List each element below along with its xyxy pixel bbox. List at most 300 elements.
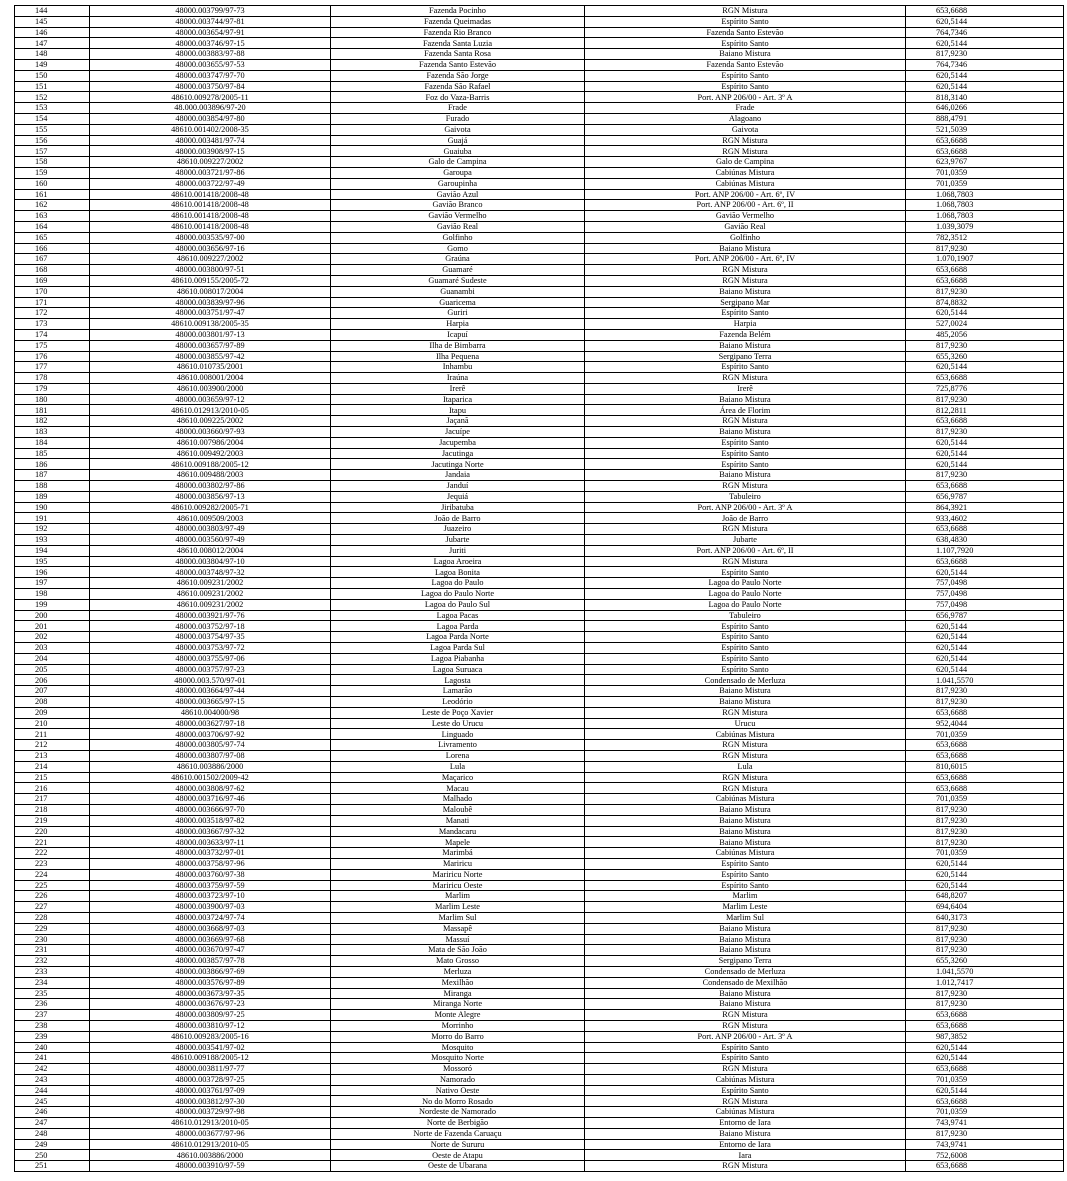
field-name: Nordeste de Namorado [331,1107,585,1118]
table-row [15,383,1064,394]
price-value: 527,0024 [906,319,1064,330]
price-value: 757,0498 [906,578,1064,589]
price-value: 653,6688 [906,783,1064,794]
reference-oil: Gaivota [585,124,906,135]
field-name: Foz do Vaza-Barris [331,92,585,103]
price-value: 874,8832 [906,297,1064,308]
process-number: 48610.009488/2003 [90,470,331,481]
reference-oil: RGN Mistura [585,373,906,384]
table-row [15,761,1064,772]
process-number: 48610.003886/2000 [90,761,331,772]
reference-oil: Tabuleiro [585,610,906,621]
process-number: 48610.009188/2005-12 [90,459,331,470]
table-row [15,146,1064,157]
price-value: 620,5144 [906,1085,1064,1096]
reference-oil: Espírito Santo [585,1042,906,1053]
table-row [15,1118,1064,1129]
table-row [15,632,1064,643]
process-number: 48610.009509/2003 [90,513,331,524]
reference-oil: Irerê [585,383,906,394]
table-row [15,643,1064,654]
row-number: 172 [15,308,90,319]
row-number: 220 [15,826,90,837]
table-row [15,491,1064,502]
field-name: Lorena [331,750,585,761]
process-number: 48000.003723/97-10 [90,891,331,902]
reference-oil: Baiano Mistura [585,999,906,1010]
field-name: Graúna [331,254,585,265]
table-row [15,1139,1064,1150]
price-value: 701,0359 [906,1107,1064,1118]
table-row [15,729,1064,740]
table-row [15,556,1064,567]
reference-oil: Baiano Mistura [585,945,906,956]
field-name: Mata de São João [331,945,585,956]
row-number: 191 [15,513,90,524]
price-value: 620,5144 [906,308,1064,319]
process-number: 48000.003729/97-98 [90,1107,331,1118]
row-number: 170 [15,286,90,297]
table-row [15,113,1064,124]
table-row [15,6,1064,17]
reference-oil: Espírito Santo [585,567,906,578]
reference-oil: Espírito Santo [585,664,906,675]
reference-oil: Espírito Santo [585,70,906,81]
table-row [15,804,1064,815]
row-number: 202 [15,632,90,643]
price-value: 817,9230 [906,999,1064,1010]
field-name: Miranga Norte [331,999,585,1010]
table-row [15,1010,1064,1021]
field-name: Jubarte [331,535,585,546]
table-row [15,167,1064,178]
field-name: Irerê [331,383,585,394]
price-value: 952,4044 [906,718,1064,729]
row-number: 243 [15,1074,90,1085]
row-number: 210 [15,718,90,729]
reference-oil: Gavião Real [585,221,906,232]
row-number: 179 [15,383,90,394]
price-value: 620,5144 [906,621,1064,632]
row-number: 182 [15,416,90,427]
reference-oil: Fazenda Belém [585,329,906,340]
table-row [15,858,1064,869]
field-name: Garoupinha [331,178,585,189]
table-row [15,157,1064,168]
reference-oil: Frade [585,103,906,114]
row-number: 188 [15,481,90,492]
reference-oil: Sergipano Mar [585,297,906,308]
row-number: 152 [15,92,90,103]
field-name: Lula [331,761,585,772]
reference-oil: Marlim Sul [585,912,906,923]
process-number: 48610.010735/2001 [90,362,331,373]
price-value: 655,3260 [906,956,1064,967]
field-name: Guanambi [331,286,585,297]
row-number: 205 [15,664,90,675]
reference-oil: Baiano Mistura [585,934,906,945]
process-number: 48000.003810/97-12 [90,1020,331,1031]
process-number: 48000.003855/97-42 [90,351,331,362]
price-value: 701,0359 [906,167,1064,178]
process-number: 48610.009492/2003 [90,448,331,459]
row-number: 176 [15,351,90,362]
table-row [15,459,1064,470]
row-number: 249 [15,1139,90,1150]
process-number: 48610.009225/2002 [90,416,331,427]
table-row [15,578,1064,589]
process-number: 48000.003805/97-74 [90,740,331,751]
process-number: 48000.003665/97-15 [90,697,331,708]
price-value: 701,0359 [906,848,1064,859]
row-number: 173 [15,319,90,330]
price-value: 620,5144 [906,70,1064,81]
process-number: 48000.003747/97-70 [90,70,331,81]
price-value: 1.012,7417 [906,977,1064,988]
field-name: Jiribatuba [331,502,585,513]
process-number: 48000.003657/97-89 [90,340,331,351]
row-number: 154 [15,113,90,124]
price-value: 818,3140 [906,92,1064,103]
field-name: Lagoa Parda [331,621,585,632]
process-number: 48000.003753/97-72 [90,643,331,654]
process-number: 48000.003541/97-02 [90,1042,331,1053]
field-name: Harpia [331,319,585,330]
table-row [15,59,1064,70]
process-number: 48000.003654/97-91 [90,27,331,38]
process-number: 48000.003706/97-92 [90,729,331,740]
row-number: 247 [15,1118,90,1129]
reference-oil: Cabiúnas Mistura [585,1107,906,1118]
process-number: 48000.003854/97-80 [90,113,331,124]
row-number: 250 [15,1150,90,1161]
row-number: 186 [15,459,90,470]
process-number: 48000.003921/97-76 [90,610,331,621]
table-row [15,1085,1064,1096]
table-row [15,621,1064,632]
process-number: 48610.009231/2002 [90,578,331,589]
price-value: 620,5144 [906,1042,1064,1053]
row-number: 219 [15,815,90,826]
process-number: 48000.003670/97-47 [90,945,331,956]
row-number: 165 [15,232,90,243]
row-number: 227 [15,902,90,913]
price-value: 817,9230 [906,837,1064,848]
process-number: 48000.003908/97-15 [90,146,331,157]
price-value: 817,9230 [906,923,1064,934]
table-row [15,189,1064,200]
table-row [15,1031,1064,1042]
reference-oil: RGN Mistura [585,783,906,794]
table-row [15,103,1064,114]
reference-oil: Baiano Mistura [585,49,906,60]
price-value: 653,6688 [906,740,1064,751]
process-number: 48000.003.570/97-01 [90,675,331,686]
price-value: 620,5144 [906,653,1064,664]
reference-oil: Espírito Santo [585,362,906,373]
process-number: 48000.003809/97-25 [90,1010,331,1021]
field-name: Manati [331,815,585,826]
price-value: 656,9787 [906,610,1064,621]
reference-oil: João de Barro [585,513,906,524]
process-number: 48610.003886/2000 [90,1150,331,1161]
field-name: Marlim Sul [331,912,585,923]
table-row [15,470,1064,481]
field-name: Fazenda Santa Luzia [331,38,585,49]
price-value: 812,2811 [906,405,1064,416]
process-number: 48000.003839/97-96 [90,297,331,308]
field-name: Fazenda São Jorge [331,70,585,81]
reference-oil: RGN Mistura [585,1096,906,1107]
process-number: 48.000.003896/97-20 [90,103,331,114]
price-value: 701,0359 [906,794,1064,805]
reference-oil: Marlim Leste [585,902,906,913]
reference-oil: Espírito Santo [585,308,906,319]
price-value: 817,9230 [906,934,1064,945]
row-number: 203 [15,643,90,654]
field-name: Lagoa Suruaca [331,664,585,675]
row-number: 209 [15,707,90,718]
price-value: 701,0359 [906,1074,1064,1085]
table-row [15,308,1064,319]
field-name: Gavião Vermelho [331,211,585,222]
field-name: Fazenda Santo Estevão [331,59,585,70]
price-value: 1.039,3079 [906,221,1064,232]
row-number: 240 [15,1042,90,1053]
reference-oil: Cabiúnas Mistura [585,729,906,740]
price-value: 653,6688 [906,556,1064,567]
price-value: 653,6688 [906,1010,1064,1021]
field-name: Icapuí [331,329,585,340]
field-name: Lagoa do Paulo [331,578,585,589]
field-name: Gomo [331,243,585,254]
process-number: 48000.003866/97-69 [90,966,331,977]
process-number: 48000.003724/97-74 [90,912,331,923]
price-value: 933,4602 [906,513,1064,524]
table-row [15,1107,1064,1118]
reference-oil: Lagoa do Paulo Norte [585,578,906,589]
row-number: 211 [15,729,90,740]
table-row [15,405,1064,416]
row-number: 159 [15,167,90,178]
reference-oil: RGN Mistura [585,481,906,492]
field-name: Norte de Sururu [331,1139,585,1150]
field-name: Monte Alegre [331,1010,585,1021]
process-number: 48000.003659/97-12 [90,394,331,405]
process-number: 48000.003677/97-96 [90,1128,331,1139]
row-number: 147 [15,38,90,49]
table-row [15,718,1064,729]
table-row [15,481,1064,492]
table-row [15,697,1064,708]
process-number: 48000.003883/97-88 [90,49,331,60]
table-row [15,416,1064,427]
row-number: 224 [15,869,90,880]
field-name: Malhado [331,794,585,805]
price-value: 1.068,7803 [906,211,1064,222]
row-number: 162 [15,200,90,211]
reference-oil: Galo de Campina [585,157,906,168]
row-number: 164 [15,221,90,232]
reference-oil: RGN Mistura [585,772,906,783]
table-row [15,653,1064,664]
process-number: 48000.003800/97-51 [90,265,331,276]
reference-oil: Área de Florim [585,405,906,416]
field-name: Lagoa Bonita [331,567,585,578]
row-number: 178 [15,373,90,384]
row-number: 200 [15,610,90,621]
field-name: Fazenda São Rafael [331,81,585,92]
price-value: 1.068,7803 [906,189,1064,200]
reference-oil: RGN Mistura [585,6,906,17]
table-row [15,956,1064,967]
price-value: 782,3512 [906,232,1064,243]
reference-oil: Entorno de Iara [585,1139,906,1150]
process-number: 48000.003856/97-13 [90,491,331,502]
table-row [15,988,1064,999]
process-number: 48000.003716/97-46 [90,794,331,805]
process-number: 48000.003669/97-68 [90,934,331,945]
table-row [15,848,1064,859]
reference-oil: Baiano Mistura [585,988,906,999]
price-value: 620,5144 [906,81,1064,92]
row-number: 228 [15,912,90,923]
price-value: 864,3921 [906,502,1064,513]
field-name: Leste de Poço Xavier [331,707,585,718]
process-number: 48610.009188/2005-12 [90,1053,331,1064]
field-name: Mariricu [331,858,585,869]
reference-oil: Port. ANP 206/00 - Art. 3º A [585,1031,906,1042]
reference-oil: Espírito Santo [585,437,906,448]
field-name: Gaivota [331,124,585,135]
price-value: 648,8207 [906,891,1064,902]
process-number: 48000.003807/97-08 [90,750,331,761]
row-number: 251 [15,1161,90,1172]
price-value: 620,5144 [906,459,1064,470]
field-name: Lagoa Aroeira [331,556,585,567]
field-name: Mossoró [331,1064,585,1075]
price-value: 646,0266 [906,103,1064,114]
process-number: 48610.008001/2004 [90,373,331,384]
process-number: 48610.012913/2010-05 [90,405,331,416]
process-number: 48000.003752/97-18 [90,621,331,632]
reference-oil: Baiano Mistura [585,837,906,848]
table-row [15,1128,1064,1139]
process-number: 48000.003803/97-49 [90,524,331,535]
table-row [15,945,1064,956]
row-number: 180 [15,394,90,405]
field-name: Mapele [331,837,585,848]
reference-oil: Harpia [585,319,906,330]
price-value: 653,6688 [906,707,1064,718]
field-name: Mexilhão [331,977,585,988]
field-name: Guajá [331,135,585,146]
reference-oil: Espírito Santo [585,1053,906,1064]
field-name: Morrinho [331,1020,585,1031]
price-value: 653,6688 [906,1064,1064,1075]
reference-oil: Condensado de Merluza [585,675,906,686]
process-number: 48000.003744/97-81 [90,16,331,27]
field-name: Oeste de Atapu [331,1150,585,1161]
field-name: Lagoa Parda Norte [331,632,585,643]
price-value: 623,9767 [906,157,1064,168]
reference-oil: Condensado de Mexilhão [585,977,906,988]
table-row [15,815,1064,826]
price-value: 701,0359 [906,729,1064,740]
row-number: 187 [15,470,90,481]
price-value: 817,9230 [906,945,1064,956]
table-row [15,49,1064,60]
process-number: 48000.003761/97-09 [90,1085,331,1096]
price-value: 620,5144 [906,448,1064,459]
table-body [15,6,1064,1172]
field-name: Guaiuba [331,146,585,157]
price-value: 1.041,5570 [906,966,1064,977]
row-number: 234 [15,977,90,988]
table-row [15,686,1064,697]
price-value: 752,6008 [906,1150,1064,1161]
price-value: 620,5144 [906,1053,1064,1064]
field-name: Massuí [331,934,585,945]
price-value: 743,9741 [906,1139,1064,1150]
row-number: 242 [15,1064,90,1075]
row-number: 145 [15,16,90,27]
row-number: 160 [15,178,90,189]
process-number: 48000.003808/97-62 [90,783,331,794]
row-number: 196 [15,567,90,578]
row-number: 214 [15,761,90,772]
reference-oil: Urucu [585,718,906,729]
price-value: 817,9230 [906,1128,1064,1139]
reference-oil: RGN Mistura [585,1064,906,1075]
reference-oil: Port. ANP 206/00 - Art. 3º A [585,92,906,103]
field-name: Maloubê [331,804,585,815]
table-row [15,1161,1064,1172]
reference-oil: Espírito Santo [585,459,906,470]
price-value: 817,9230 [906,804,1064,815]
process-number: 48000.003750/97-84 [90,81,331,92]
data-table [14,5,1064,1172]
field-name: Juriti [331,545,585,556]
reference-oil: Espírito Santo [585,869,906,880]
reference-oil: Alagoano [585,113,906,124]
reference-oil: RGN Mistura [585,1020,906,1031]
field-name: Guriri [331,308,585,319]
row-number: 246 [15,1107,90,1118]
price-value: 987,3852 [906,1031,1064,1042]
row-number: 185 [15,448,90,459]
table-row [15,750,1064,761]
reference-oil: Baiano Mistura [585,826,906,837]
price-value: 521,5039 [906,124,1064,135]
price-value: 817,9230 [906,243,1064,254]
table-row [15,38,1064,49]
price-value: 817,9230 [906,815,1064,826]
reference-oil: Cabiúnas Mistura [585,1074,906,1085]
field-name: Livramento [331,740,585,751]
row-number: 183 [15,427,90,438]
reference-oil: RGN Mistura [585,750,906,761]
process-number: 48000.003801/97-13 [90,329,331,340]
price-value: 653,6688 [906,524,1064,535]
process-number: 48000.003802/97-86 [90,481,331,492]
field-name: Mandacaru [331,826,585,837]
price-value: 653,6688 [906,265,1064,276]
price-value: 817,9230 [906,686,1064,697]
field-name: Lagoa Parda Sul [331,643,585,654]
table-row [15,27,1064,38]
row-number: 168 [15,265,90,276]
